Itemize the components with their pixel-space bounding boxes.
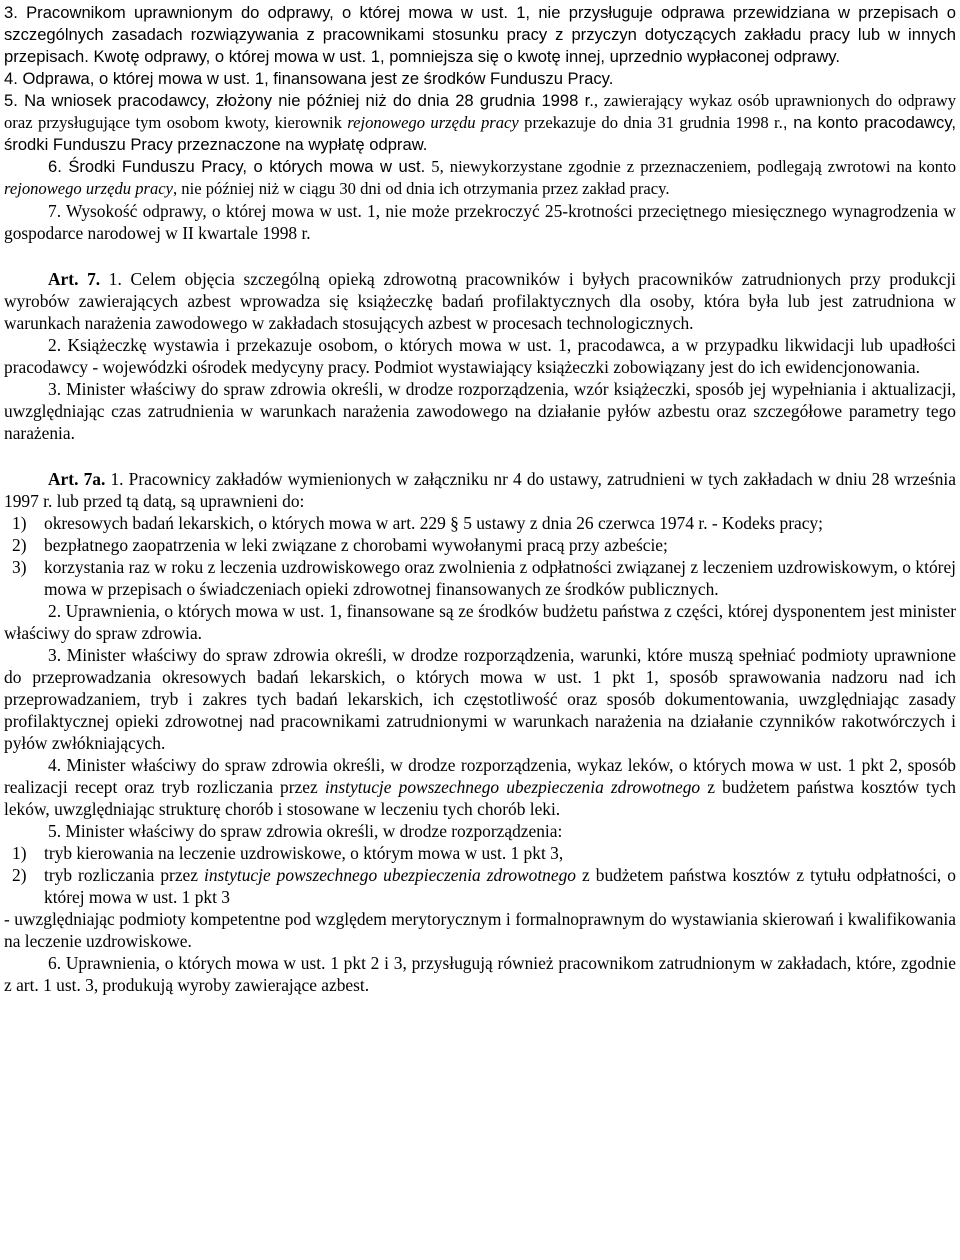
art7a-p1-text: 1. Pracownicy zakładów wymienionych w załączniku nr 4 do ustawy, zatrudnieni w tych zakładach w dniu 28 września 1997 r. lub przed tą datą, są uprawnieni do:: [4, 469, 956, 511]
list-text: bezpłatnego zaopatrzenia w leki związane z chorobami wywołanymi pracą przy azbeście;: [44, 535, 668, 555]
art7a-p4-part-a: 4. Minister właściwy do spraw zdrowia określi, w drodze rozporządzenia, wykaz leków, o których mowa w ust. 1 pkt 2, sposób realizacji recept oraz tryb rozliczania przez: [4, 755, 956, 797]
art7-paragraph-3: 3. Minister właściwy do spraw zdrowia określi, w drodze rozporządzenia, wzór książeczki, sposób jej wypełniania i aktualizacji, uwzględniając czas zatrudnienia w warunkach narażenia zawodowego na działanie pyłów azbestu oraz szczegółowe parametry tego narażenia.: [4, 379, 956, 443]
art7a-paragraph-2: 2. Uprawnienia, o których mowa w ust. 1, finansowane są ze środków budżetu państwa z części, której dysponentem jest minister właściwy do spraw zdrowia.: [4, 601, 956, 643]
paragraph-6: [4, 156, 956, 200]
p6-part-a: 6. Środki Funduszu Pracy, o których mowa w ust.: [48, 157, 426, 176]
list-number: 1): [12, 513, 27, 533]
art7-paragraph-1: [4, 268, 956, 334]
art7-p1-text: 1. Celem objęcia szczególną opieką zdrowotną pracowników i byłych pracowników zatrudnionych przy produkcji wyrobów zawierających azbest wprowadza się książeczkę badań profilaktycznych dla osoby, która była lub jest zatrudniona w warunkach narażenia zawodowego w zakładach stosujących azbest w procesach technologicznych.: [4, 269, 956, 333]
art7a-tail: - uwzględniając podmioty kompetentne pod względem merytorycznym i formalnoprawnym do wystawiania skierowań i kwalifikowania na leczenie uzdrowiskowe.: [4, 909, 956, 951]
list-text: [44, 864, 956, 908]
art7a-paragraph-3: 3. Minister właściwy do spraw zdrowia określi, w drodze rozporządzenia, warunki, które muszą spełniać podmioty uprawnione do przeprowadzania okresowych badań lekarskich, o których mowa w ust. 1 pkt 1, sposób sprawowania nadzoru nad ich przeprowadzaniem, tryb i zakres tych badań lekarskich, ich częstotliwość oraz sposób dokumentowania, uwzględniając zasady profilaktycznej opieki zdrowotnej nad pracownikami zatrudnionymi w warunkach narażenia na działanie czynników rakotwórczych i pyłów zwłókniających.: [4, 645, 956, 753]
list-item: [4, 842, 956, 864]
p5-part-d: przekazuje do dnia 31 grudnia 1998 r.: [518, 113, 783, 132]
art7a-paragraph-5: 5. Minister właściwy do spraw zdrowia określi, w drodze rozporządzenia:: [48, 821, 563, 841]
list-text-italic-insurer: instytucje powszechnego ubezpieczenia zdrowotnego: [204, 865, 576, 885]
list-number: 2): [12, 865, 27, 885]
p5-part-b: , zawierający wykaz osób uprawnionych do odprawy oraz przysługujące tym osobom kwoty, kierownik: [4, 91, 957, 132]
art7-heading: Art. 7.: [48, 269, 101, 289]
p6-part-b: 5, niewykorzystane zgodnie z przeznaczeniem, podlegają zwrotowi na konto: [425, 157, 956, 176]
p6-part-d: , nie później niż w ciągu 30 dni od dnia ich otrzymania przez zakład pracy.: [172, 179, 670, 198]
art7a-paragraph-6: 6. Uprawnienia, o których mowa w ust. 1 pkt 2 i 3, przysługują również pracownikom zatrudnionym w zakładach, które, zgodnie z art. 1 ust. 3, produkują wyroby zawierające azbest.: [4, 953, 956, 995]
art7a-heading: Art. 7a.: [48, 469, 106, 489]
art7a-paragraph-4: [4, 754, 956, 820]
list-item: [4, 512, 956, 534]
p6-italic-office: rejonowego urzędu pracy: [4, 179, 173, 198]
art7-paragraph-2: 2. Książeczkę wystawia i przekazuje osobom, o których mowa w ust. 1, pracodawca, a w przypadku likwidacji lub upadłości pracodawcy - wojewódzki ośrodek medycyny pracy. Podmiot wystawiający książeczki zobowiązany jest do ich ewidencjonowania.: [4, 335, 956, 377]
list-text-part-c: z budżetem państwa kosztów z tytułu odpłatności, o której mowa w ust. 1 pkt 3: [44, 865, 956, 907]
list-item: [4, 556, 956, 600]
paragraph-5: [4, 90, 956, 156]
document-page: [4, 0, 956, 996]
art7a-p4-italic-insurer: instytucje powszechnego ubezpieczenia zdrowotnego: [324, 777, 701, 797]
p5-part-e: , na konto pracodawcy, środki Funduszu Pracy przeznaczone na wypłatę odpraw.: [4, 113, 956, 154]
list-number: 3): [12, 557, 27, 577]
paragraph-7: 7. Wysokość odprawy, o której mowa w ust. 1, nie może przekroczyć 25-krotności przeciętnego miesięcznego wynagrodzenia w gospodarce narodowej w II kwartale 1998 r.: [4, 201, 956, 243]
list-number: 1): [12, 843, 27, 863]
list-number: 2): [12, 535, 27, 555]
art7a-p4-part-c: z budżetem państwa kosztów tych leków, uwzględniając strukturę chorób i stosowane w leczeniu tych chorób leki.: [4, 777, 957, 819]
paragraph-4: 4. Odprawa, o której mowa w ust. 1, finansowana jest ze środków Funduszu Pracy.: [4, 69, 614, 88]
list-text-part-a: tryb rozliczania przez: [44, 865, 205, 885]
paragraph-3: 3. Pracownikom uprawnionym do odprawy, o której mowa w ust. 1, nie przysługuje odprawa przewidziana w przepisach o szczególnych zasadach rozwiązywania z pracownikami stosunku pracy z przyczyn dotyczących zakładu pracy lub w innych przepisach. Kwotę odprawy, o której mowa w ust. 1, pomniejsza się o kwotę innej, uprzednio wypłaconej odprawy.: [4, 3, 956, 66]
list-text: okresowych badań lekarskich, o których mowa w art. 229 § 5 ustawy z dnia 26 czerwca 1974 r. - Kodeks pracy;: [44, 513, 823, 533]
p5-italic-office: rejonowego urzędu pracy: [347, 113, 519, 132]
list-item: [4, 534, 956, 556]
art7a-paragraph-1: [4, 468, 956, 512]
list-item: [4, 864, 956, 908]
p5-part-a: 5. Na wniosek pracodawcy, złożony nie później niż do dnia 28 grudnia 1998 r.: [4, 91, 594, 110]
list-text: tryb kierowania na leczenie uzdrowiskowe, o którym mowa w ust. 1 pkt 3,: [44, 843, 564, 863]
list-text: korzystania raz w roku z leczenia uzdrowiskowego oraz zwolnienia z odpłatności związanej z leczeniem uzdrowiskowym, o której mowa w przepisach o świadczeniach opieki zdrowotnej finansowanych ze środków publicznych.: [44, 557, 956, 599]
